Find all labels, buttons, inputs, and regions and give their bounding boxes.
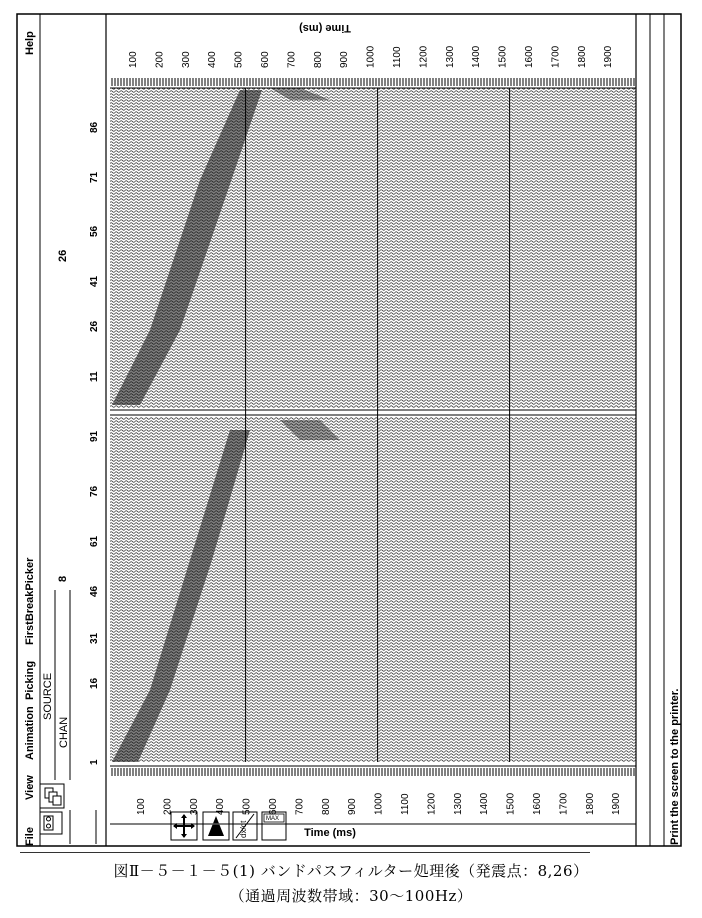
status-message: Print the screen to the printer. xyxy=(669,688,681,845)
source-label: SOURCE xyxy=(42,672,54,720)
channel-label: 91 xyxy=(89,430,100,442)
channel-label: 11 xyxy=(89,371,100,382)
top-tick-label: 1300 xyxy=(444,45,456,68)
dx-dt-icon[interactable] xyxy=(233,812,257,840)
top-tick-label: 500 xyxy=(233,51,245,68)
bottom-tick-label: 1600 xyxy=(532,792,543,815)
bottom-tick-label: 200 xyxy=(162,798,174,815)
top-tick-label: 700 xyxy=(286,51,298,68)
svg-text:dx/dt: dx/dt xyxy=(239,820,248,838)
top-tick-label: 100 xyxy=(128,51,139,68)
bottom-tick-label: 400 xyxy=(215,798,227,815)
bottom-tick-label: 1900 xyxy=(611,792,623,815)
top-tick-label: 1200 xyxy=(418,45,430,68)
menu-picking[interactable]: Picking xyxy=(24,660,36,700)
zoom-icon[interactable] xyxy=(40,812,62,834)
top-tick-label: 900 xyxy=(339,51,351,68)
top-axis-ticks xyxy=(110,78,636,86)
channel-label: 71 xyxy=(89,171,100,183)
menu-view[interactable]: View xyxy=(24,775,36,800)
top-tick-label: 400 xyxy=(207,51,219,68)
seismic-gather-display[interactable] xyxy=(110,88,636,762)
bottom-tick-label: 1200 xyxy=(426,792,438,815)
amplitude-icon[interactable] xyxy=(203,812,229,840)
top-tick-label: 1900 xyxy=(603,45,615,68)
max-box-icon[interactable] xyxy=(262,812,286,840)
channel-label: 46 xyxy=(89,585,100,597)
channel-label: 41 xyxy=(89,275,100,287)
menu-file[interactable]: File xyxy=(24,827,36,846)
bottom-tick-label: 800 xyxy=(320,798,332,815)
top-tick-label: 200 xyxy=(154,51,166,68)
channel-label: 86 xyxy=(89,121,100,133)
bottom-axis-title: Time (ms) xyxy=(304,827,356,839)
channel-label: 56 xyxy=(89,225,100,237)
top-tick-label: 1500 xyxy=(497,45,509,68)
bottom-tick-label: 1800 xyxy=(584,792,596,815)
channel-label: 31 xyxy=(89,632,100,644)
source-value-8: 8 xyxy=(57,575,69,582)
move-cross-icon[interactable] xyxy=(171,812,197,840)
svg-text:MAX: MAX xyxy=(266,816,280,822)
channel-label: 1 xyxy=(89,759,100,765)
top-tick-label: 1000 xyxy=(365,45,377,68)
bottom-tick-label: 1400 xyxy=(479,792,491,815)
bottom-tick-label: 900 xyxy=(347,798,359,815)
bottom-axis-ticks xyxy=(110,768,636,776)
source-value-26: 26 xyxy=(57,249,69,262)
top-tick-label: 1600 xyxy=(524,45,535,68)
menu-animation[interactable]: Animation xyxy=(24,706,36,760)
bottom-tick-label: 1000 xyxy=(373,792,385,815)
copy-pages-icon[interactable] xyxy=(40,784,64,808)
top-tick-label: 300 xyxy=(180,51,192,68)
top-axis-title: Time (ms) xyxy=(299,22,351,34)
menu-help[interactable]: Help xyxy=(24,31,36,55)
channel-label: 26 xyxy=(89,320,100,332)
menu-first-break-picker[interactable]: FirstBreakPicker xyxy=(24,557,36,645)
figure-caption-title: 図Ⅱ－５－１－５(1) バンドパスフィルター処理後（発震点：8,26） xyxy=(113,862,589,880)
top-tick-label: 1100 xyxy=(392,46,403,68)
top-tick-label: 1700 xyxy=(550,45,562,68)
bottom-tick-label: 1500 xyxy=(505,792,517,815)
top-tick-label: 1400 xyxy=(471,45,483,68)
bottom-tick-label: 500 xyxy=(241,798,253,815)
top-tick-label: 600 xyxy=(260,51,271,68)
chan-label: CHAN xyxy=(58,716,70,748)
bottom-tick-label: 600 xyxy=(268,798,279,815)
bottom-tick-label: 100 xyxy=(136,798,147,815)
figure-caption-subtitle: （通過周波数帯域：30～100Hz） xyxy=(229,887,473,905)
bottom-tick-label: 1100 xyxy=(400,793,411,815)
bottom-tick-label: 1700 xyxy=(558,792,570,815)
bottom-tick-label: 300 xyxy=(188,798,200,815)
channel-label: 61 xyxy=(89,535,100,547)
bottom-tick-label: 700 xyxy=(294,798,306,815)
top-tick-label: 1800 xyxy=(576,45,588,68)
channel-label: 76 xyxy=(89,485,100,497)
top-tick-label: 800 xyxy=(312,51,324,68)
channel-label: 16 xyxy=(89,677,100,689)
bottom-tick-label: 1300 xyxy=(452,792,464,815)
caption-rule xyxy=(20,852,590,853)
